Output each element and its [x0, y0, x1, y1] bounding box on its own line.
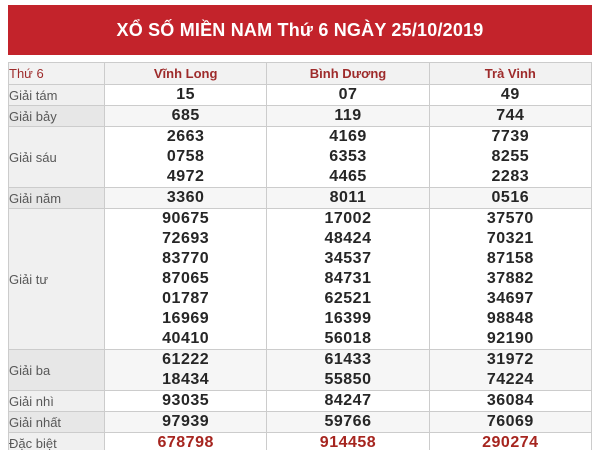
prize-number: 93035 — [162, 392, 210, 409]
prize-number-special: 678798 — [157, 434, 214, 450]
prize-number: 3360 — [166, 189, 205, 206]
table-row-giai-nhi — [9, 391, 592, 412]
prize-number: 2283 — [491, 168, 530, 185]
prize-number: 61433 — [324, 351, 372, 368]
table-row-giai-nhat — [9, 412, 592, 433]
prize-number-special: 914458 — [319, 434, 377, 450]
prize-number: 76069 — [486, 413, 534, 430]
result-cell — [105, 209, 267, 350]
prize-label: Đặc biệt — [9, 433, 105, 450]
result-cell — [429, 412, 591, 433]
prize-number: 31972 — [486, 351, 534, 368]
prize-number: 01787 — [162, 290, 210, 307]
table-row-giai-sau — [9, 127, 592, 188]
prize-number: 7739 — [491, 128, 530, 145]
table-row-giai-bay — [9, 106, 592, 127]
result-cell — [267, 85, 429, 106]
result-cell — [267, 391, 429, 412]
result-cell — [105, 391, 267, 412]
prize-number: 0516 — [491, 189, 530, 206]
prize-label: Giải nhất — [9, 412, 105, 433]
prize-label: Giải tám — [9, 85, 105, 106]
prize-number: 16399 — [324, 310, 372, 327]
prize-number: 92190 — [486, 330, 534, 347]
prize-number: 18434 — [162, 371, 210, 388]
header-banner — [8, 5, 592, 55]
prize-number: 90675 — [162, 210, 210, 227]
prize-number: 70321 — [486, 230, 534, 247]
prize-number: 6353 — [329, 148, 367, 165]
lottery-results-table — [8, 62, 592, 450]
prize-label: Giải bảy — [9, 106, 105, 127]
prize-number: 37882 — [486, 270, 534, 287]
prize-number: 87065 — [162, 270, 210, 287]
result-cell — [429, 188, 591, 209]
result-cell — [267, 188, 429, 209]
prize-number: 84731 — [324, 270, 372, 287]
result-cell — [267, 127, 429, 188]
prize-number: 97939 — [162, 413, 210, 430]
result-cell — [105, 127, 267, 188]
prize-number: 48424 — [324, 230, 372, 247]
prize-number: 4972 — [166, 168, 205, 185]
prize-number: 72693 — [162, 230, 210, 247]
prize-number-special: 290274 — [482, 434, 539, 450]
prize-number: 40410 — [162, 330, 210, 347]
prize-label: Giải tư — [9, 209, 105, 350]
result-cell — [267, 350, 429, 391]
result-cell — [105, 433, 267, 450]
prize-number: 74224 — [486, 371, 534, 388]
result-cell — [105, 350, 267, 391]
prize-number: 49 — [500, 86, 520, 103]
result-cell — [267, 209, 429, 350]
prize-number: 07 — [338, 86, 358, 103]
table-row-giai-tu — [9, 209, 592, 350]
result-cell — [429, 209, 591, 350]
result-cell — [267, 106, 429, 127]
prize-number: 16969 — [162, 310, 210, 327]
prize-number: 8011 — [329, 189, 367, 206]
prize-number: 87158 — [486, 250, 534, 267]
prize-number: 62521 — [324, 290, 372, 307]
prize-number: 83770 — [162, 250, 210, 267]
prize-number: 685 — [171, 107, 200, 124]
table-row-giai-ba — [9, 350, 592, 391]
prize-number: 15 — [176, 86, 196, 103]
prize-number: 59766 — [324, 413, 372, 430]
prize-number: 0758 — [166, 148, 205, 165]
prize-label: Giải nhì — [9, 391, 105, 412]
prize-number: 84247 — [324, 392, 372, 409]
prize-number: 17002 — [324, 210, 372, 227]
prize-number: 4169 — [329, 128, 367, 145]
prize-number: 34537 — [324, 250, 372, 267]
prize-label: Giải năm — [9, 188, 105, 209]
table-row-giai-nam — [9, 188, 592, 209]
result-cell — [105, 188, 267, 209]
result-cell — [105, 106, 267, 127]
result-cell — [429, 127, 591, 188]
prize-number: 4465 — [329, 168, 367, 185]
prize-number: 119 — [334, 107, 362, 124]
prize-number: 2663 — [166, 128, 205, 145]
prize-number: 56018 — [324, 330, 372, 347]
prize-number: 8255 — [491, 148, 530, 165]
result-cell — [429, 85, 591, 106]
column-header-vinh-long: Vĩnh Long — [105, 63, 267, 85]
prize-number: 55850 — [324, 371, 372, 388]
prize-number: 744 — [496, 107, 525, 124]
result-cell — [429, 433, 591, 450]
column-header-day: Thứ 6 — [9, 63, 105, 85]
result-cell — [105, 85, 267, 106]
table-row-dac-biet — [9, 433, 592, 450]
prize-number: 98848 — [486, 310, 534, 327]
prize-number: 34697 — [486, 290, 534, 307]
prize-label: Giải ba — [9, 350, 105, 391]
column-header-binh-duong: Bình Dương — [267, 63, 429, 85]
table-header-row — [9, 63, 592, 85]
result-cell — [429, 350, 591, 391]
prize-number: 61222 — [162, 351, 210, 368]
prize-number: 37570 — [486, 210, 534, 227]
table-row-giai-tam — [9, 85, 592, 106]
result-cell — [429, 106, 591, 127]
result-cell — [429, 391, 591, 412]
result-cell — [267, 412, 429, 433]
result-cell — [105, 412, 267, 433]
page-title: XỔ SỐ MIỀN NAM Thứ 6 NGÀY 25/10/2019 — [116, 19, 484, 40]
prize-label: Giải sáu — [9, 127, 105, 188]
prize-number: 36084 — [486, 392, 534, 409]
column-header-tra-vinh: Trà Vinh — [429, 63, 591, 85]
result-cell — [267, 433, 429, 450]
